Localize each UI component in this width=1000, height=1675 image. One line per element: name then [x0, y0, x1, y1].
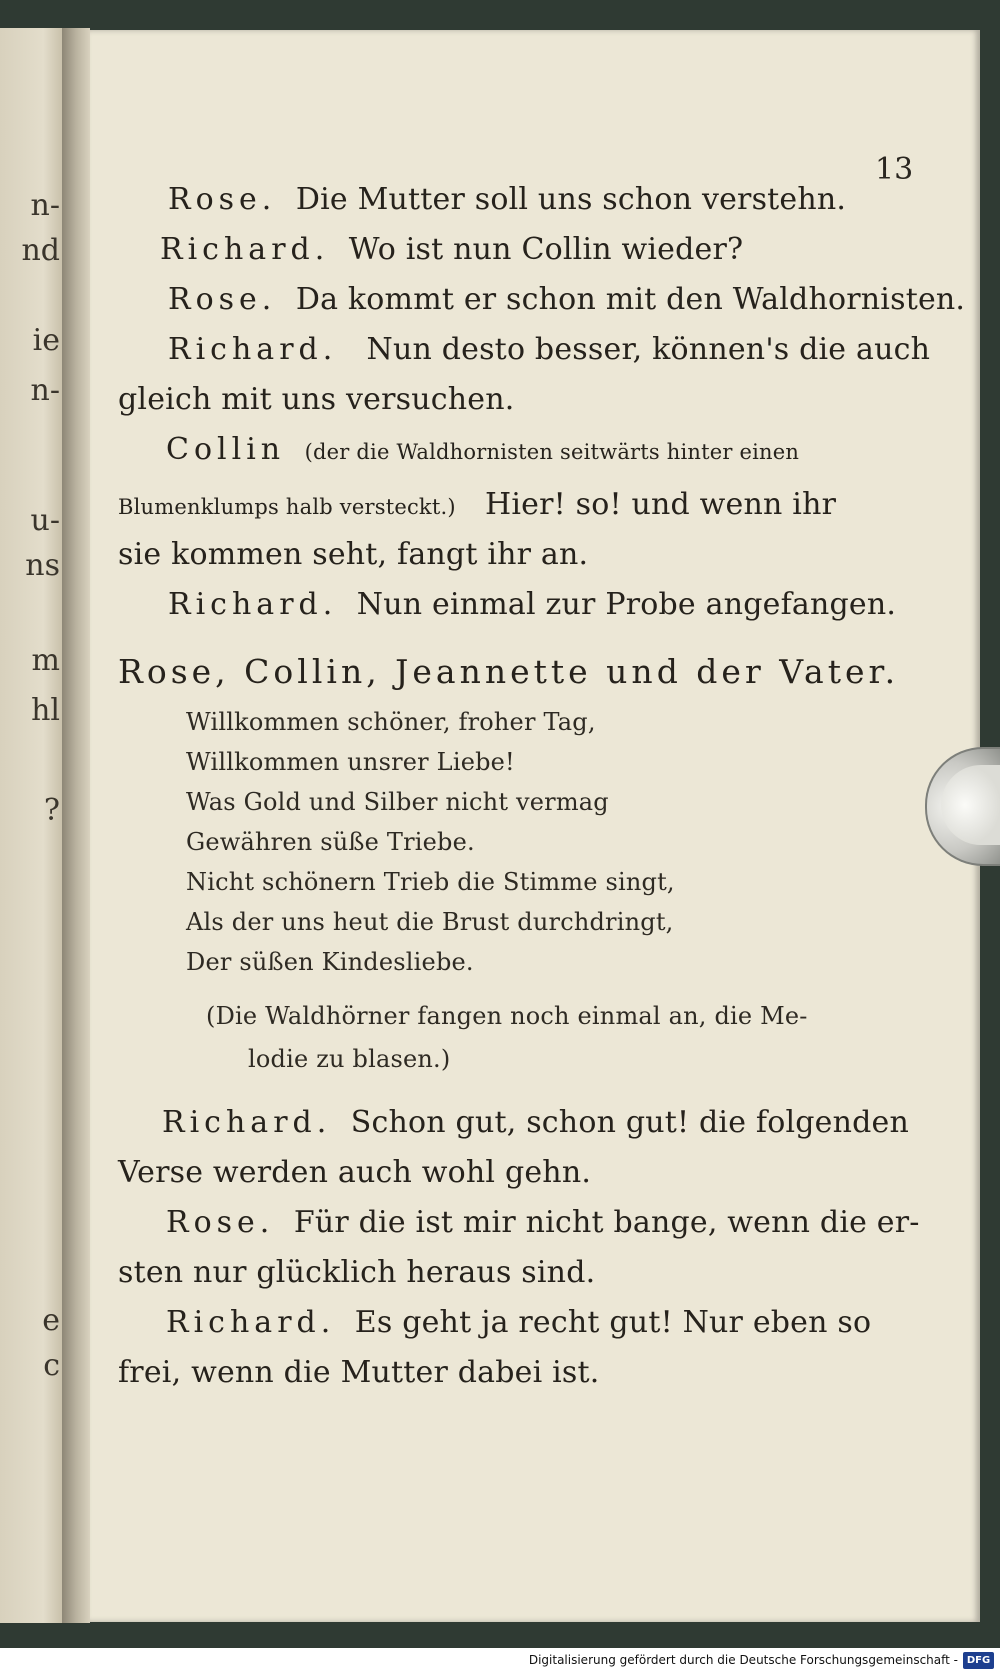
left-page-fragment: ?	[43, 793, 60, 828]
left-page-fragment: nd	[21, 233, 60, 268]
chorus-heading: Rose, Collin, Jeannette und der Vater.	[118, 652, 900, 691]
dialogue-text: Die Mutter soll uns schon verstehn.	[295, 182, 847, 217]
dialogue-text: Verse werden auch wohl gehn.	[118, 1155, 592, 1190]
song-verse: Willkommen schöner, froher Tag,	[186, 708, 596, 736]
left-page-fragment: u‑	[30, 503, 60, 538]
page-clip-highlight	[941, 765, 1000, 845]
dialogue-line	[118, 1355, 600, 1390]
dialogue-line	[118, 1155, 591, 1190]
dialogue-text: Nun einmal zur Probe angefangen.	[356, 587, 897, 622]
dialogue-line	[118, 382, 515, 417]
left-page-fragment: n‑	[30, 188, 60, 223]
speaker-name: Richard.	[162, 1105, 332, 1140]
song-verse: Der süßen Kindesliebe.	[186, 948, 474, 976]
book-gutter	[62, 28, 90, 1623]
dfg-logo: DFG	[963, 1652, 994, 1669]
speaker-name: Richard.	[160, 232, 330, 267]
page-number: 13	[875, 152, 914, 187]
stage-direction: (Die Waldhörner fangen noch einmal an, die Me-	[206, 1002, 808, 1030]
dialogue-line	[166, 432, 799, 467]
speaker-name: Richard.	[168, 332, 338, 367]
song-verse: Gewähren süße Triebe.	[186, 828, 475, 856]
song-verse: Als der uns heut die Brust durchdringt,	[186, 908, 674, 936]
speaker-name: Rose.	[166, 1205, 275, 1240]
dialogue-line	[166, 1305, 871, 1340]
speaker-name: Rose.	[168, 182, 277, 217]
left-page-fragment: c	[43, 1348, 60, 1383]
dialogue-text: Da kommt er schon mit den Waldhornisten.	[295, 282, 966, 317]
left-page-fragment: hl	[31, 693, 60, 728]
dialogue-line	[168, 282, 965, 317]
dialogue-text: Wo ist nun Collin wieder?	[348, 232, 744, 267]
dialogue-text: gleich mit uns versuchen.	[118, 382, 515, 417]
speaker-name: Richard.	[166, 1305, 336, 1340]
left-page-fragment: m	[31, 643, 60, 678]
left-page-fragment: n‑	[30, 373, 60, 408]
dialogue-line	[118, 1255, 595, 1290]
stage-direction-text: Blumenklumps halb versteckt.)	[118, 495, 456, 519]
dialogue-line	[168, 332, 930, 367]
dialogue-text: Es geht ja recht gut! Nur eben so	[354, 1305, 872, 1340]
dialogue-line	[160, 232, 743, 267]
dialogue-text: sten nur glücklich heraus sind.	[118, 1255, 596, 1290]
song-verse: Was Gold und Silber nicht vermag	[186, 788, 609, 816]
dialogue-text: sie kommen seht, fangt ihr an.	[118, 537, 589, 572]
speaker-name: Richard.	[168, 587, 338, 622]
dialogue-text: Schon gut, schon gut! die folgenden	[350, 1105, 910, 1140]
footer-credit: Digitalisierung gefördert durch die Deutsche Forschungsgemeinschaft -	[528, 1653, 958, 1667]
dialogue-line	[168, 587, 896, 622]
stage-direction: lodie zu blasen.)	[248, 1045, 451, 1073]
dialogue-line	[118, 487, 836, 522]
stage-direction-text: (der die Waldhornisten seitwärts hinter einen	[304, 440, 800, 464]
song-verse: Nicht schönern Trieb die Stimme singt,	[186, 868, 675, 896]
left-page-edge	[0, 28, 64, 1623]
speaker-name: Collin	[166, 432, 286, 467]
digitization-footer	[0, 1648, 1000, 1675]
dialogue-text: Nun desto besser, können's die auch	[366, 332, 931, 367]
song-verse: Willkommen unsrer Liebe!	[186, 748, 515, 776]
dialogue-text: frei, wenn die Mutter dabei ist.	[118, 1355, 600, 1390]
dialogue-line	[118, 537, 588, 572]
dialogue-text: Für die ist mir nicht bange, wenn die er-	[293, 1205, 920, 1240]
left-page-fragment: ns	[25, 548, 60, 583]
dialogue-text: Hier! so! und wenn ihr	[484, 487, 837, 522]
left-page-fragment: ie	[32, 323, 60, 358]
left-page-fragment: e	[42, 1303, 60, 1338]
dialogue-line	[166, 1205, 920, 1240]
dialogue-line	[162, 1105, 909, 1140]
speaker-name: Rose.	[168, 282, 277, 317]
dialogue-line	[168, 182, 846, 217]
